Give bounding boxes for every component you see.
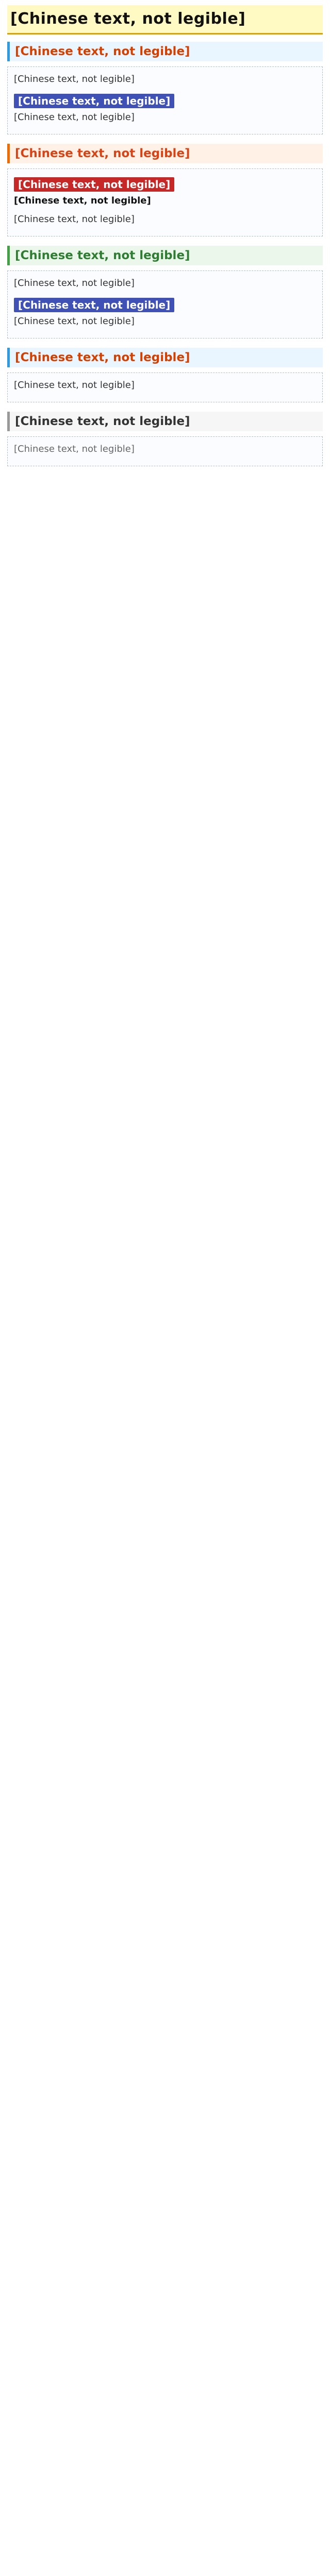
paragraph: [Chinese text, not legible] [14,277,135,289]
sub-heading: [Chinese text, not legible] [14,94,174,108]
paragraph: [Chinese text, not legible] [14,214,135,225]
paragraph: [Chinese text, not legible] [14,74,135,85]
section-1-body [7,66,323,134]
paragraph: [Chinese text, not legible] [14,315,135,327]
spacer [7,476,323,488]
article-title: [Chinese text, not legible] [7,5,323,35]
section-5-body [7,436,323,466]
section-3 [7,246,323,338]
sub-heading: [Chinese text, not legible] [14,298,174,312]
section-header-4: [Chinese text, not legible] [7,348,323,367]
section-1 [7,42,323,134]
section-3-body [7,270,323,338]
section-5 [7,412,323,466]
sub-heading: [Chinese text, not legible] [14,177,174,192]
paragraph: [Chinese text, not legible] [14,379,135,391]
paragraph: [Chinese text, not legible] [14,443,135,454]
section-4 [7,348,323,402]
section-2 [7,144,323,236]
section-header-1: [Chinese text, not legible] [7,42,323,61]
section-header-5: [Chinese text, not legible] [7,412,323,431]
section-header-3: [Chinese text, not legible] [7,246,323,265]
section-header-2: [Chinese text, not legible] [7,144,323,163]
section-2-body [7,168,323,236]
section-4-body [7,372,323,402]
paragraph: [Chinese text, not legible] [14,195,151,207]
paragraph: [Chinese text, not legible] [14,112,135,123]
